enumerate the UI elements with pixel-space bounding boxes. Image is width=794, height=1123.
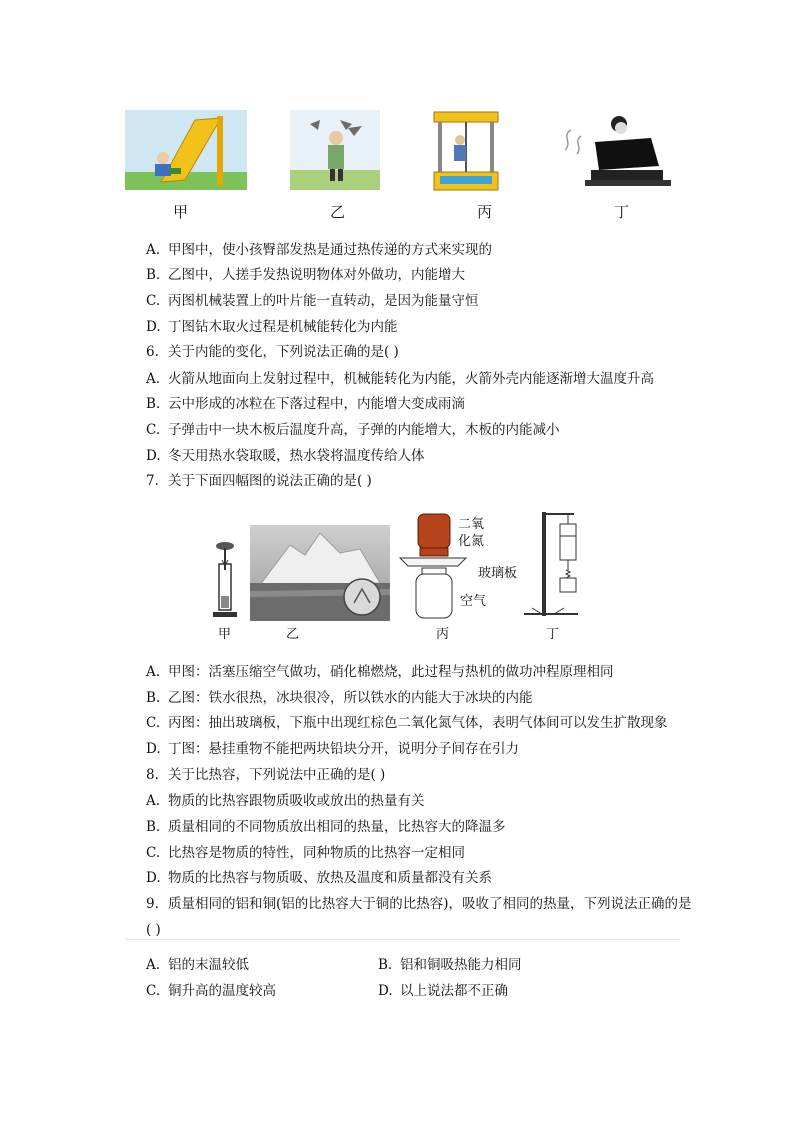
q7-stem: 7. 关于下面四幅图的说法正确的是( ) xyxy=(146,473,372,489)
lead-blocks-figure xyxy=(520,508,582,620)
q9-option-a: A. 铝的末温较低 xyxy=(146,957,249,973)
q8-option-c: C. 比热容是物质的特性，同种物质的比热容一定相同 xyxy=(146,845,465,861)
q7-option-d: D. 丁图：悬挂重物不能把两块铅块分开，说明分子间存在引力 xyxy=(146,741,519,757)
divider xyxy=(125,939,680,940)
q9-option-d: D. 以上说法都不正确 xyxy=(378,983,508,999)
q7-option-a: A. 甲图：活塞压缩空气做功，硝化棉燃烧，此过程与热机的做功冲程原理相同 xyxy=(146,664,614,680)
slide-child-figure xyxy=(125,110,247,190)
glass-plate-label: 玻璃板 xyxy=(478,566,518,581)
q9-option-b: B. 铝和铜吸热能力相同 xyxy=(378,957,522,973)
no2-label-line2: 化氮 xyxy=(458,534,485,549)
q5-option-a: A. 甲图中，使小孩臀部发热是通过热传递的方式来实现的 xyxy=(146,242,492,258)
q6-option-c: C. 子弹击中一块木板后温度升高，子弹的内能增大，木板的内能减小 xyxy=(146,422,560,438)
q7-label-yi: 乙 xyxy=(286,627,300,642)
q8-option-d: D. 物质的比热容与物质吸、放热及温度和质量都没有关系 xyxy=(146,870,492,886)
q6-option-d: D. 冬天用热水袋取暖，热水袋将温度传给人体 xyxy=(146,448,425,464)
q7-option-c: C. 丙图：抽出玻璃板，下瓶中出现红棕色二氧化氮气体，表明气体间可以发生扩散现象 xyxy=(146,715,668,731)
perpetual-machine-figure xyxy=(430,110,502,195)
figure-caption-bing: 丙 xyxy=(477,203,493,221)
iceberg-photo xyxy=(250,525,390,621)
figure-caption-jia: 甲 xyxy=(173,203,189,221)
q6-stem: 6. 关于内能的变化，下列说法正确的是( ) xyxy=(146,344,399,360)
q7-label-jia: 甲 xyxy=(218,627,232,642)
rubbing-hands-figure xyxy=(290,110,380,190)
figure-caption-yi: 乙 xyxy=(330,203,346,221)
air-piston-figure xyxy=(210,540,240,622)
q6-option-b: B. 云中形成的冰粒在下落过程中，内能增大变成雨滴 xyxy=(146,396,465,412)
q9-stem-continuation: ( ) xyxy=(146,922,161,938)
q7-label-bing: 丙 xyxy=(436,627,450,642)
q8-option-b: B. 质量相同的不同物质放出相同的热量，比热容大的降温多 xyxy=(146,819,506,835)
q5-option-c: C. 丙图机械装置上的叶片能一直转动，是因为能量守恒 xyxy=(146,293,479,309)
q5-option-b: B. 乙图中，人搓手发热说明物体对外做功，内能增大 xyxy=(146,267,465,283)
q5-option-d: D. 丁图钻木取火过程是机械能转化为内能 xyxy=(146,319,398,335)
q9-stem: 9. 质量相同的铝和铜(铝的比热容大于铜的比热容)，吸收了相同的热量，下列说法正确的是 xyxy=(146,896,692,912)
drilling-wood-fire-figure xyxy=(555,110,675,192)
q7-option-b: B. 乙图：铁水很热，冰块很冷，所以铁水的内能大于冰块的内能 xyxy=(146,690,533,706)
figure-caption-ding: 丁 xyxy=(614,203,630,221)
q6-option-a: A. 火箭从地面向上发射过程中，机械能转化为内能，火箭外壳内能逐渐增大温度升高 xyxy=(146,371,654,387)
q7-label-ding: 丁 xyxy=(546,627,560,642)
air-label: 空气 xyxy=(460,594,487,609)
q8-option-a: A. 物质的比热容跟物质吸收或放出的热量有关 xyxy=(146,793,425,809)
q8-stem: 8. 关于比热容，下列说法中正确的是( ) xyxy=(146,767,386,783)
q9-option-c: C. 铜升高的温度较高 xyxy=(146,983,276,999)
no2-label-line1: 二氧 xyxy=(458,517,485,532)
